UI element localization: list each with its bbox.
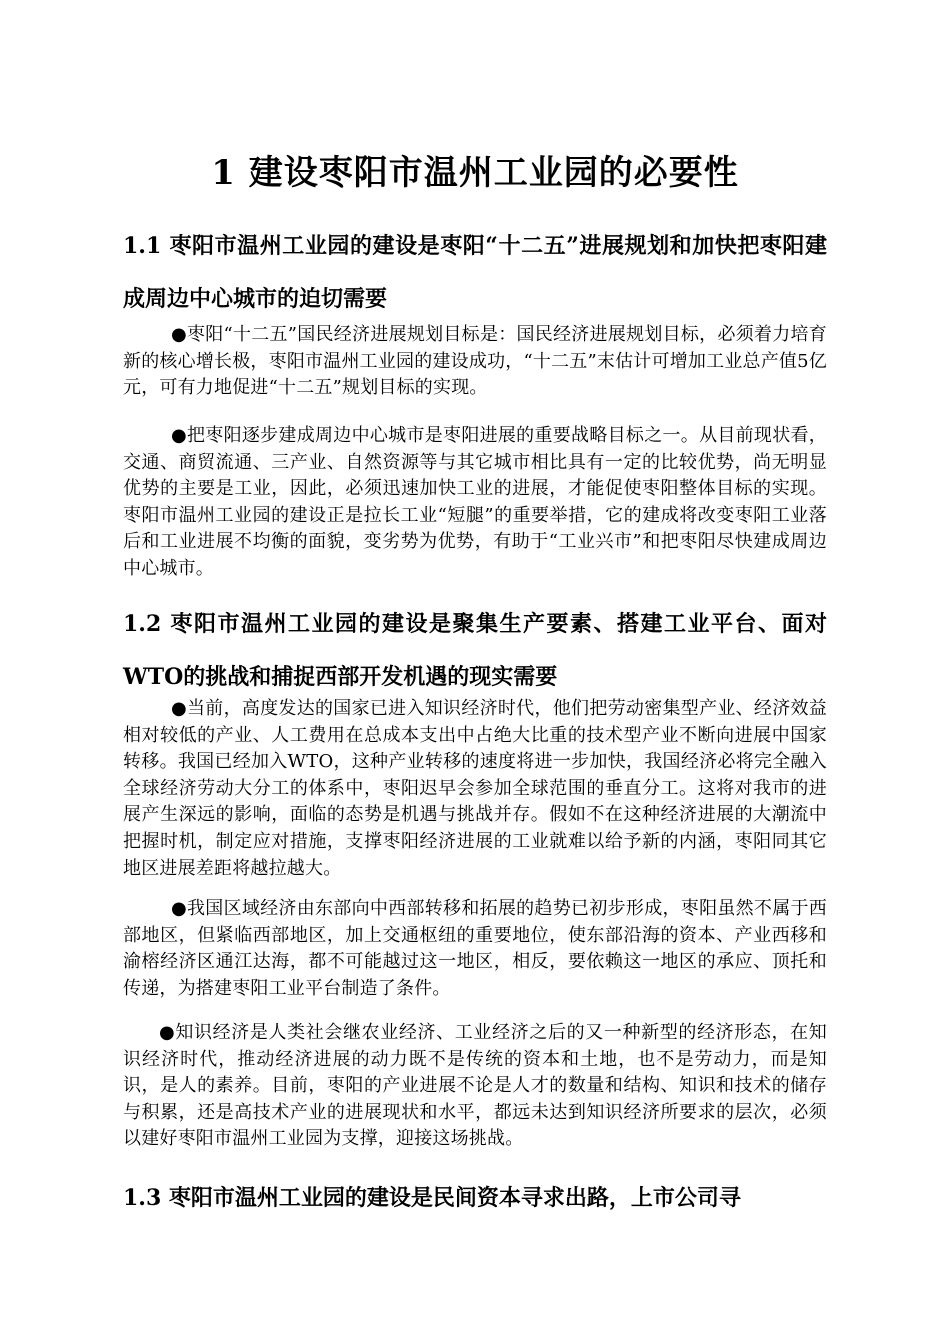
section-heading-1-3: 1.3 枣阳市温州工业园的建设是民间资本寻求出路，上市公司寻 <box>123 1185 741 1211</box>
paragraph: ●枣阳“十二五”国民经济进展规划目标是：国民经济进展规划目标，必须着力培育新的核心增长极，枣阳市温州工业园的建设成功，“十二五”末估计可增加工业总产值5亿元，可有力地促进“十二五”规划目标的实现。 <box>123 324 827 399</box>
paragraph: ●我国区域经济由东部向中西部转移和拓展的趋势已初步形成，枣阳虽然不属于西部地区，但紧临西部地区，加上交通枢纽的重要地位，使东部沿海的资本、产业西移和渝榕经济区通江达海，都不可能越过这一地区，相反，要依赖这一地区的承应、顶托和传递，为搭建枣阳工业平台制造了条件。 <box>123 898 827 999</box>
paragraph: ●当前，高度发达的国家已进入知识经济时代，他们把劳动密集型产业、经济效益相对较低的产业、人工费用在总成本支出中占绝大比重的技术型产业不断向进展中国家转移。我国已经加入WTO，这种产业转移的速度将进一步加快，我国经济必将完全融入全球经济劳动大分工的体系中，枣阳迟早会参加全球范围的垂直分工。这将对我市的进展产生深远的影响，面临的态势是机遇与挑战并存。假如不在这种经济进展的大潮流中把握时机，制定应对措施，支撑枣阳经济进展的工业就难以给予新的内涵，枣阳同其它地区进展差距将越拉越大。 <box>123 698 827 879</box>
paragraph: ●知识经济是人类社会继农业经济、工业经济之后的又一种新型的经济形态，在知识经济时代，推动经济进展的动力既不是传统的资本和土地，也不是劳动力，而是知识，是人的素养。目前，枣阳的产业进展不论是人才的数量和结构、知识和技术的储存与积累，还是高技术产业的进展现状和水平，都远未达到知识经济所要求的层次，必须以建好枣阳市温州工业园为支撑，迎接这场挑战。 <box>123 1022 827 1150</box>
paragraph: ●把枣阳逐步建成周边中心城市是枣阳进展的重要战略目标之一。从目前现状看，交通、商贸流通、三产业、自然资源等与其它城市相比具有一定的比较优势，尚无明显优势的主要是工业，因此，必须迅速加快工业的进展，才能促使枣阳整体目标的实现。枣阳市温州工业园的建设正是拉长工业“短腿”的重要举措，它的建成将改变枣阳工业落后和工业进展不均衡的面貌，变劣势为优势，有助于“工业兴市”和把枣阳尽快建成周边中心城市。 <box>123 425 827 579</box>
document-title: 1 建设枣阳市温州工业园的必要性 <box>211 153 739 193</box>
section-heading-1-2: 1.2 枣阳市温州工业园的建设是聚集生产要素、搭建工业平台、面对WTO的挑战和捕捉西部开发机遇的现实需要 <box>123 611 827 690</box>
section-heading-1-1: 1.1 枣阳市温州工业园的建设是枣阳“十二五”进展规划和加快把枣阳建成周边中心城市的迫切需要 <box>123 233 827 312</box>
